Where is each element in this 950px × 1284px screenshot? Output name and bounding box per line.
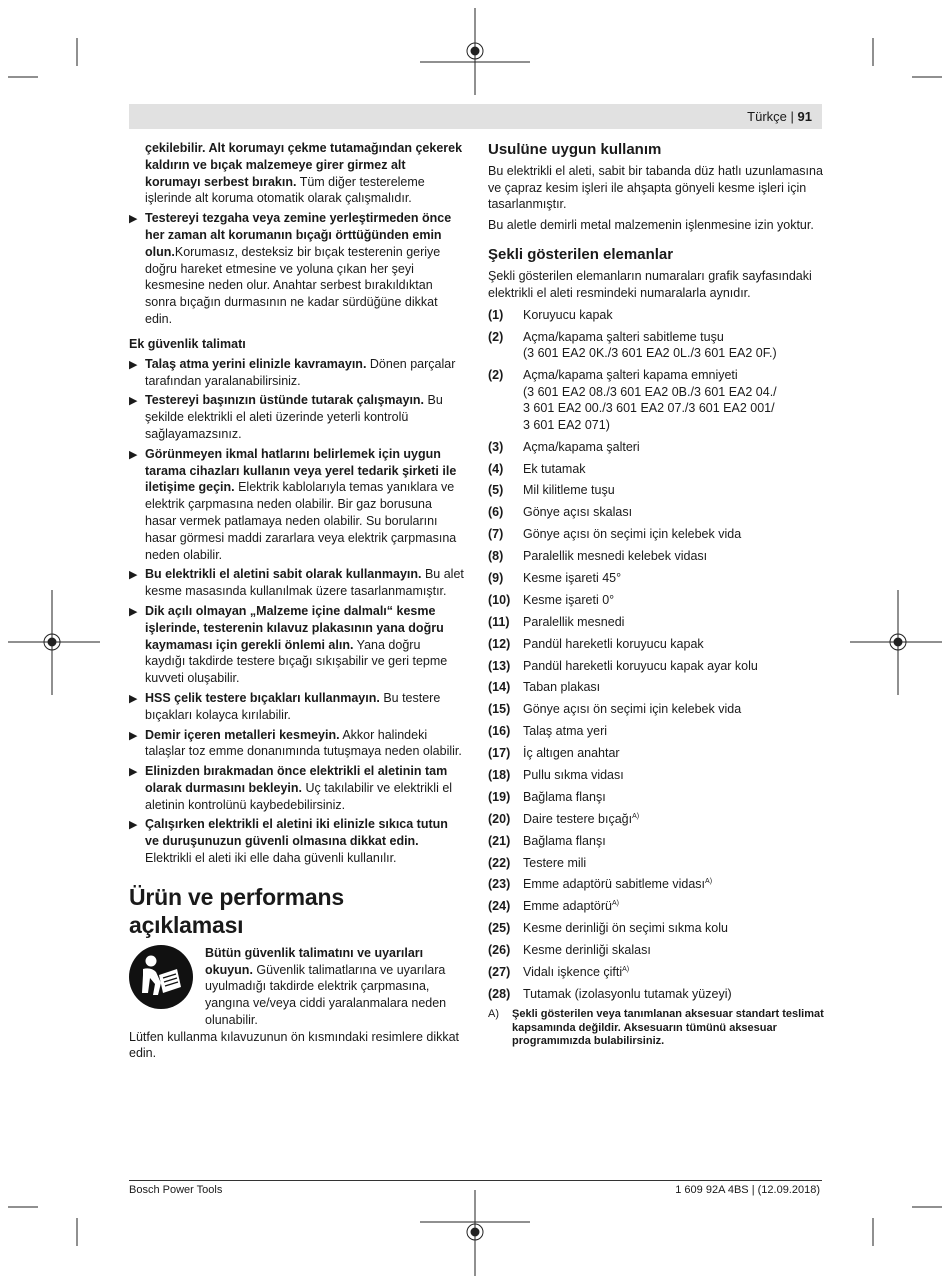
component-label-text: Daire testere bıçağı xyxy=(523,811,633,826)
component-label xyxy=(523,723,824,740)
component-number: (2) xyxy=(488,368,504,383)
component-number: (17) xyxy=(488,746,511,761)
component-label-text: Tutamak (izolasyonlu tutamak yüzeyi) xyxy=(523,986,732,1001)
component-number: (12) xyxy=(488,636,511,651)
component-label-text: Gönye açısı ön seçimi için kelebek vida xyxy=(523,702,742,717)
component-label-text: Koruyucu kapak xyxy=(523,308,613,322)
bullet-item xyxy=(129,566,464,600)
component-label xyxy=(523,329,824,362)
read-manual-icon xyxy=(129,945,193,1009)
bullet-item xyxy=(129,210,464,328)
component-item xyxy=(488,986,824,1003)
component-item xyxy=(488,876,824,893)
component-label-text: Vidalı işkence çifti xyxy=(523,965,623,980)
component-label-text: Kesme derinliği ön seçimi sıkma kolu xyxy=(523,921,728,936)
intended-use-text: Bu elektrikli el aleti, sabit bir tabanda düz hatlı uzunlamasına ve çapraz kesim işleri ile ahşapta gönyeli kesme işleri için tasarlanmıştır. xyxy=(488,164,823,211)
product-heading: Ürün ve performans açıklaması xyxy=(129,883,344,938)
component-label xyxy=(523,439,824,456)
component-label xyxy=(523,789,824,806)
safety-warning-block xyxy=(129,945,464,1029)
component-label-text: Gönye açısı skalası xyxy=(523,505,633,520)
bullet-item xyxy=(129,446,464,564)
bullet-triangle-icon: ▶ xyxy=(129,729,138,742)
component-label xyxy=(523,986,824,1003)
component-label xyxy=(523,745,824,762)
component-item xyxy=(488,855,824,872)
component-number: (19) xyxy=(488,789,511,804)
bullet-item xyxy=(129,603,464,687)
bullet-bold: Bu elektrikli el aletini sabit olarak kullanmayın. xyxy=(145,567,422,582)
component-item xyxy=(488,745,824,762)
component-item xyxy=(488,461,824,478)
section-title: Ek güvenlik talimatı xyxy=(129,336,246,351)
footnote-ref: A) xyxy=(705,878,713,886)
bullet-item xyxy=(129,356,464,390)
footnote-ref: A) xyxy=(611,900,619,908)
component-item xyxy=(488,614,824,631)
component-item xyxy=(488,439,824,456)
bullet-bold: Demir içeren metalleri kesmeyin. xyxy=(145,727,340,742)
component-number: (11) xyxy=(488,614,510,629)
component-number: (14) xyxy=(488,680,511,695)
component-label-text: Açma/kapama şalteri xyxy=(523,439,640,454)
component-number: (20) xyxy=(488,811,511,826)
component-model-numbers: (3 601 EA2 08./3 601 EA2 0B./3 601 EA2 04./ xyxy=(523,384,777,399)
safety-text: Güvenlik talimatlarına ve uyarılara uyulmadığı takdirde elektrik çarpmasına, yangına ve/veya ciddi yaralanmalara neden olunabilir. xyxy=(205,962,447,1028)
bullet-triangle-icon: ▶ xyxy=(129,569,138,582)
component-item xyxy=(488,307,824,324)
component-label xyxy=(523,614,824,631)
bullet-text: Korumasız, desteksiz bir bıçak testerenin geriye doğru hareket etmesine ve yoluna çıkan her şeyi kesmesine neden olur. Anahtar serbest bırakıldıktan sonra bıçağın durmasının ne kadar sürdüğüne dikkat edin. xyxy=(145,244,441,326)
bullet-triangle-icon: ▶ xyxy=(129,395,138,408)
component-label-text: Kesme işareti 45° xyxy=(523,571,622,586)
page-header xyxy=(129,104,822,129)
footer-brand: Bosch Power Tools xyxy=(129,1184,223,1196)
component-label-text: Ek tutamak xyxy=(523,461,586,476)
component-item xyxy=(488,526,824,543)
bullet-text: Bu şekilde elektrikli el aleti üzerinde yeterli kontrolü sağlayamazsınız. xyxy=(145,393,443,441)
bullet-triangle-icon: ▶ xyxy=(129,819,138,832)
component-number: (24) xyxy=(488,899,511,914)
header-separator: | xyxy=(790,109,794,124)
component-label-text: Taban plakası xyxy=(523,680,601,695)
bullet-text: Bu testere bıçakları kolayca kırılabilir. xyxy=(145,690,441,722)
component-item xyxy=(488,789,824,806)
safety-bold: Bütün güvenlik talimatını ve uyarıları okuyun. xyxy=(205,945,424,977)
bullet-text: Akkor halindeki talaşlar toz emme donanımında tutuşmaya neden olabilir. xyxy=(145,727,462,759)
component-label-text: Açma/kapama şalteri sabitleme tuşu xyxy=(523,329,724,344)
component-number: (25) xyxy=(488,921,511,936)
component-item xyxy=(488,548,824,565)
component-label xyxy=(523,833,824,850)
component-label-text: Pandül hareketli koruyucu kapak xyxy=(523,636,704,651)
component-label-text: Pandül hareketli koruyucu kapak ayar kolu xyxy=(523,658,758,673)
components-title: Şekli gösterilen elemanlar xyxy=(488,246,674,263)
component-model-numbers: 3 601 EA2 071) xyxy=(523,417,610,432)
component-label-text: Bağlama flanşı xyxy=(523,833,606,848)
bullet-item xyxy=(129,727,464,761)
component-label-text: Paralellik mesnedi xyxy=(523,614,625,629)
component-number: (27) xyxy=(488,965,511,980)
component-number: (26) xyxy=(488,943,511,958)
component-number: (13) xyxy=(488,658,511,673)
continued-paragraph xyxy=(129,140,464,207)
component-label xyxy=(523,767,824,784)
bullet-bold: Testereyi tezgaha veya zemine yerleştirmeden önce her zaman alt korumanın bıçağı örttüğünden emin olun. xyxy=(145,211,452,259)
component-label-text: Gönye açısı ön seçimi için kelebek vida xyxy=(523,527,742,542)
page-number: 91 xyxy=(797,109,812,124)
component-label xyxy=(523,964,824,981)
component-label-text: Emme adaptörü sabitleme vidası xyxy=(523,877,706,892)
component-number: (1) xyxy=(488,308,504,322)
intro-text: Tüm diğer testereleme işlerinde alt koruma otomatik olarak çalışmalıdır. xyxy=(145,174,425,206)
component-item xyxy=(488,701,824,718)
footnote-ref: A) xyxy=(632,812,640,820)
component-label xyxy=(523,811,824,828)
component-item xyxy=(488,592,824,609)
component-label-text: Kesme işareti 0° xyxy=(523,592,615,607)
component-model-numbers: (3 601 EA2 0K./3 601 EA2 0L./3 601 EA2 0F.) xyxy=(523,346,777,361)
component-label-text: Emme adaptörü xyxy=(523,899,612,914)
bullet-text: Yana doğru kaydığı takdirde testere bıçağı sıkışabilir ve geri tepme kuvveti oluşabilir. xyxy=(145,637,448,686)
component-label xyxy=(523,855,824,872)
component-label-text: Paralellik mesnedi kelebek vidası xyxy=(523,549,708,564)
component-label xyxy=(523,942,824,959)
component-label xyxy=(523,461,824,478)
component-label-text: Kesme derinliği skalası xyxy=(523,943,651,958)
component-number: (7) xyxy=(488,527,504,542)
bullet-bold: Görünmeyen ikmal hatlarını belirlemek için uygun tarama cihazları kullanın veya yerel tedarik şirketi ile iletişime geçin. xyxy=(145,446,457,495)
component-number: (28) xyxy=(488,986,511,1001)
component-label-text: Açma/kapama şalteri kapama emniyeti xyxy=(523,368,738,383)
component-number: (2) xyxy=(488,329,504,344)
component-label xyxy=(523,504,824,521)
component-number: (18) xyxy=(488,768,511,783)
bullet-text: Elektrikli el aleti iki elle daha güvenli kullanılır. xyxy=(145,851,397,866)
component-number: (3) xyxy=(488,439,504,454)
component-label-text: Mil kilitleme tuşu xyxy=(523,483,615,498)
bullet-item xyxy=(129,816,464,866)
component-label-text: Testere mili xyxy=(523,855,587,870)
intro-bold: çekilebilir. Alt korumayı çekme tutamağından çekerek kaldırın ve bıçak malzemeye girer girmez alt korumayı serbest bırakın. xyxy=(145,141,463,189)
component-model-numbers: 3 601 EA2 00./3 601 EA2 07./3 601 EA2 001/ xyxy=(523,401,775,416)
bullet-triangle-icon: ▶ xyxy=(129,358,138,371)
component-label-text: Pullu sıkma vidası xyxy=(523,768,624,783)
component-label xyxy=(523,367,824,433)
component-number: (16) xyxy=(488,724,511,739)
bullet-text: Dönen parçalar tarafından yaralanabilirsiniz. xyxy=(145,356,456,388)
bullet-text: Elektrik kablolarıyla temas yanıklara ve elektrik çarpmasına neden olabilir. Bir gaz borusuna hasar vermek patlamaya neden olabilir. Su borularını hasar görmesi maddi zararlara veya elektrik çarpmasına neden olabilir. xyxy=(145,480,457,562)
component-item xyxy=(488,570,824,587)
bullet-item xyxy=(129,763,464,813)
component-label xyxy=(523,526,824,543)
bullet-triangle-icon: ▶ xyxy=(129,448,138,461)
component-number: (21) xyxy=(488,833,511,848)
component-label xyxy=(523,701,824,718)
components-intro: Şekli gösterilen elemanların numaraları grafik sayfasındaki elektrikli el aleti resmindeki numaralarla aynıdır. xyxy=(488,269,812,300)
component-item xyxy=(488,767,824,784)
component-label xyxy=(523,658,824,675)
footnote-mark: A) xyxy=(488,1008,499,1021)
component-label xyxy=(523,548,824,565)
component-number: (4) xyxy=(488,461,504,476)
component-label xyxy=(523,636,824,653)
component-number: (6) xyxy=(488,505,504,520)
components-list xyxy=(488,307,824,1002)
left-column xyxy=(129,140,464,1066)
component-label xyxy=(523,482,824,499)
component-number: (9) xyxy=(488,571,504,586)
bullet-bold: HSS çelik testere bıçakları kullanmayın. xyxy=(145,690,380,705)
component-label-text: Talaş atma yeri xyxy=(523,724,608,739)
component-number: (10) xyxy=(488,592,511,607)
bullet-triangle-icon: ▶ xyxy=(129,213,138,226)
bullet-bold: Dik açılı olmayan „Malzeme içine dalmalı“ kesme işlerinde, testerenin kılavuz plakasının yana doğru kaymaması için gerekli önlemi alın. xyxy=(145,603,444,652)
footer-rule xyxy=(129,1180,822,1181)
bullet-bold: Talaş atma yerini elinizle kavramayın. xyxy=(145,356,367,371)
component-number: (15) xyxy=(488,702,511,717)
bullet-triangle-icon: ▶ xyxy=(129,766,138,779)
bullet-text: Bu alet kesme masasında kullanılmak üzere tasarlanmamıştır. xyxy=(145,567,464,599)
component-number: (22) xyxy=(488,855,511,870)
component-item xyxy=(488,658,824,675)
component-label xyxy=(523,592,824,609)
figures-note: Lütfen kullanma kılavuzunun ön kısmındaki resimlere dikkat edin. xyxy=(129,1029,460,1061)
bullet-bold: Testereyi başınızın üstünde tutarak çalışmayın. xyxy=(145,393,425,408)
component-item xyxy=(488,942,824,959)
component-number: (5) xyxy=(488,483,504,498)
component-label xyxy=(523,679,824,696)
bullet-item xyxy=(129,392,464,442)
component-label xyxy=(523,876,824,893)
component-label-text: İç altıgen anahtar xyxy=(523,746,620,761)
component-label xyxy=(523,307,824,324)
component-item xyxy=(488,964,824,981)
right-column xyxy=(488,140,824,1049)
bullet-triangle-icon: ▶ xyxy=(129,605,138,618)
component-item xyxy=(488,920,824,937)
bullet-item xyxy=(129,690,464,724)
component-item xyxy=(488,833,824,850)
component-item xyxy=(488,367,824,433)
bullet-bold: Elinizden bırakmadan önce elektrikli el aletinin tam olarak durmasını bekleyin. xyxy=(145,764,448,795)
component-item xyxy=(488,482,824,499)
footnote-ref: A) xyxy=(622,965,630,973)
component-item xyxy=(488,723,824,740)
component-item xyxy=(488,898,824,915)
intended-use-text: Bu aletle demirli metal malzemenin işlenmesine izin yoktur. xyxy=(488,217,814,232)
bullet-bold: Çalışırken elektrikli el aletini iki elinizle sıkıca tutun ve duruşunuzun güvenli olmasına dikkat edin. xyxy=(145,817,448,849)
component-label-text: Bağlama flanşı xyxy=(523,789,606,804)
component-item xyxy=(488,504,824,521)
component-number: (8) xyxy=(488,549,504,564)
bullet-text: Uç takılabilir ve elektrikli el aletinin kontrolünü kaybedebilirsiniz. xyxy=(145,780,453,812)
component-item xyxy=(488,329,824,362)
component-item xyxy=(488,679,824,696)
bullet-triangle-icon: ▶ xyxy=(129,692,138,705)
footer-doc-id: 1 609 92A 4BS | (12.09.2018) xyxy=(675,1184,820,1196)
intended-use-title: Usulüne uygun kullanım xyxy=(488,141,662,158)
header-text xyxy=(747,109,812,124)
component-label xyxy=(523,570,824,587)
component-label xyxy=(523,898,824,915)
footnote-text: Şekli gösterilen veya tanımlanan aksesuar standart teslimat kapsamında değildir. Aksesuarın tümünü aksesuar programımızda bulabilirsiniz. xyxy=(512,1008,824,1048)
component-item xyxy=(488,811,824,828)
header-language: Türkçe xyxy=(747,109,787,124)
component-item xyxy=(488,636,824,653)
component-label xyxy=(523,920,824,937)
footnote xyxy=(488,1008,824,1049)
component-number: (23) xyxy=(488,877,511,892)
